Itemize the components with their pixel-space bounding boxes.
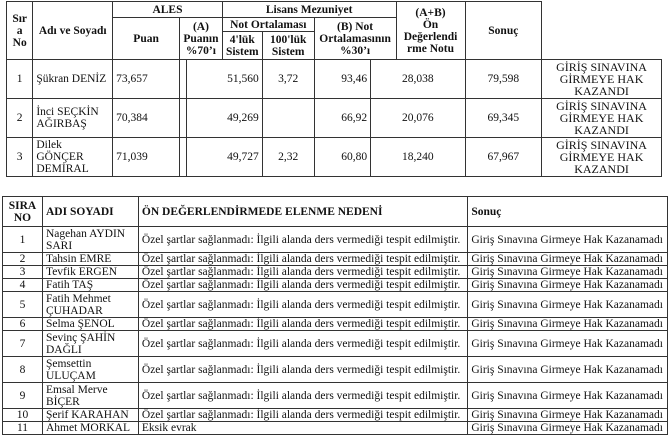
row-name: Fatih Mehmet ÇUHADAR: [42, 292, 138, 318]
row-reason: Özel şartlar sağlanmadı: İlgili alanda ders vermediği tespit edilmiştir.: [138, 318, 467, 331]
row-sistem-100: 66,92: [314, 99, 370, 138]
row-puan-70: 51,560: [187, 60, 263, 99]
header-reason: ÖN DEĞERLENDİRMEDE ELENME NEDENİ: [138, 197, 467, 227]
table-row: [3, 422, 668, 435]
row-reason: Eksik evrak: [138, 422, 467, 435]
row-sistem-4: 3,72: [262, 60, 314, 99]
row-name: Tahsin EMRE: [42, 253, 138, 266]
row-sistem-4: [262, 99, 314, 138]
row-no: 3: [7, 138, 33, 177]
table-row: [3, 331, 668, 357]
row-name: Ahmet MORKAL: [42, 422, 138, 435]
row-ab-not: 69,345: [465, 99, 542, 138]
header-4luk-sistem: 4'lük Sistem: [222, 32, 262, 60]
row-sonuc: Giriş Sınavına Girmeye Hak Kazanamadı: [468, 266, 668, 279]
row-no: 7: [3, 331, 43, 357]
row-sonuc: Giriş Sınavına Girmeye Hak Kazanamadı: [468, 409, 668, 422]
row-no: 11: [3, 422, 43, 435]
row-no: 1: [3, 227, 43, 253]
row-name: Emsal Merve BİÇER: [42, 383, 138, 409]
row-sonuc: Giriş Sınavına Girmeye Hak Kazanamadı: [468, 383, 668, 409]
row-reason: Özel şartlar sağlanmadı: İlgili alanda ders vermediği tespit edilmiştir.: [138, 383, 467, 409]
row-sonuc: Giriş Sınavına Girmeye Hak Kazanamadı: [468, 279, 668, 292]
header-sonuc: Sonuç: [468, 197, 668, 227]
row-ab-not: 67,967: [465, 138, 542, 177]
table-row: [3, 409, 668, 422]
row-b-not: 18,240: [371, 138, 465, 177]
table-row: [7, 138, 662, 177]
spacer-cell: [180, 99, 187, 138]
header-on-degerlendirme: (A+B) Ön Değerlendi rme Notu: [396, 2, 465, 60]
row-sonuc: GİRİŞ SINAVINA GİRMEYE HAK KAZANDI: [542, 60, 662, 99]
row-no: 4: [3, 279, 43, 292]
table-row: [7, 99, 662, 138]
table-row: [3, 266, 668, 279]
table-row: [3, 227, 668, 253]
table-row: [3, 279, 668, 292]
row-sonuc: Giriş Sınavına Girmeye Hak Kazanamadı: [468, 318, 668, 331]
table-row: [3, 357, 668, 383]
row-reason: Özel şartlar sağlanmadı: İlgili alanda ders vermediği tespit edilmiştir.: [138, 266, 467, 279]
row-no: 3: [3, 266, 43, 279]
row-b-not: 20,076: [371, 99, 465, 138]
header-name: Adı ve Soyadı: [33, 2, 113, 60]
row-no: 9: [3, 383, 43, 409]
row-name: Nagehan AYDIN SARI: [42, 227, 138, 253]
row-name: Şemsettin ULUÇAM: [42, 357, 138, 383]
row-name: Şerif KARAHAN: [42, 409, 138, 422]
row-sistem-100: 60,80: [314, 138, 370, 177]
row-sistem-100: 93,46: [314, 60, 370, 99]
row-reason: Özel şartlar sağlanmadı: İlgili alanda ders vermediği tespit edilmiştir.: [138, 253, 467, 266]
header-puan-70: (A) Puanın %70’ı: [180, 18, 223, 60]
row-sonuc: Giriş Sınavına Girmeye Hak Kazanamadı: [468, 357, 668, 383]
row-reason: Özel şartlar sağlanmadı: İlgili alanda ders vermediği tespit edilmiştir.: [138, 409, 467, 422]
spacer-cell: [180, 138, 187, 177]
row-no: 10: [3, 409, 43, 422]
row-no: 8: [3, 357, 43, 383]
row-sonuc: Giriş Sınavına Girmeye Hak Kazanamadı: [468, 422, 668, 435]
row-puan: 71,039: [113, 138, 180, 177]
row-reason: Özel şartlar sağlanmadı: İlgili alanda ders vermediği tespit edilmiştir.: [138, 331, 467, 357]
row-reason: Özel şartlar sağlanmadı: İlgili alanda ders vermediği tespit edilmiştir.: [138, 292, 467, 318]
table-row: [3, 253, 668, 266]
row-no: 1: [7, 60, 33, 99]
row-no: 2: [7, 99, 33, 138]
table-row: [3, 292, 668, 318]
accepted-candidates-table: [6, 1, 662, 177]
row-no: 6: [3, 318, 43, 331]
header-lisans: Lisans Mezuniyet: [222, 2, 396, 18]
row-sonuc: Giriş Sınavına Girmeye Hak Kazanamadı: [468, 292, 668, 318]
row-sonuc: Giriş Sınavına Girmeye Hak Kazanamadı: [468, 227, 668, 253]
header-b-not: (B) Not Ortalamasının %30’ı: [314, 18, 396, 60]
header-ales: ALES: [113, 2, 223, 18]
row-name: Tevfik ERGEN: [42, 266, 138, 279]
row-reason: Özel şartlar sağlanmadı: İlgili alanda ders vermediği tespit edilmiştir.: [138, 279, 467, 292]
header-sira-no: SIRA NO: [3, 197, 43, 227]
row-name: Sevinç ŞAHİN DAĞLI: [42, 331, 138, 357]
row-sonuc: GİRİŞ SINAVINA GİRMEYE HAK KAZANDI: [542, 99, 662, 138]
header-not-ortalamasi: Not Ortalaması: [222, 18, 314, 32]
table-row: [3, 318, 668, 331]
row-puan: 70,384: [113, 99, 180, 138]
row-ab-not: 79,598: [465, 60, 542, 99]
row-reason: Özel şartlar sağlanmadı: İlgili alanda ders vermediği tespit edilmiştir.: [138, 357, 467, 383]
row-sonuc: Giriş Sınavına Girmeye Hak Kazanamadı: [468, 331, 668, 357]
row-no: 2: [3, 253, 43, 266]
row-name: Fatih TAŞ: [42, 279, 138, 292]
row-sistem-4: 2,32: [262, 138, 314, 177]
header-puan: Puan: [113, 18, 180, 60]
row-name: Dilek GÖNÇER DEMİRAL: [33, 138, 113, 177]
row-no: 5: [3, 292, 43, 318]
table-row: [3, 383, 668, 409]
row-reason: Özel şartlar sağlanmadı: İlgili alanda ders vermediği tespit edilmiştir.: [138, 227, 467, 253]
header-100luk-sistem: 100'lük Sistem: [262, 32, 314, 60]
row-name: Selma ŞENOL: [42, 318, 138, 331]
row-puan-70: 49,269: [187, 99, 263, 138]
row-sonuc: GİRİŞ SINAVINA GİRMEYE HAK KAZANDI: [542, 138, 662, 177]
spacer-cell: [180, 60, 187, 99]
row-name: İnci SEÇKİN AĞIRBAŞ: [33, 99, 113, 138]
row-sonuc: Giriş Sınavına Girmeye Hak Kazanamadı: [468, 253, 668, 266]
row-puan-70: 49,727: [187, 138, 263, 177]
header-sira-no: Sır a No: [7, 2, 33, 60]
row-name: Şükran DENİZ: [33, 60, 113, 99]
row-b-not: 28,038: [371, 60, 465, 99]
eliminated-candidates-table: [2, 196, 668, 435]
header-name: ADI SOYADI: [42, 197, 138, 227]
row-puan: 73,657: [113, 60, 180, 99]
header-sonuc: Sonuç: [465, 2, 542, 60]
table-row: [7, 60, 662, 99]
